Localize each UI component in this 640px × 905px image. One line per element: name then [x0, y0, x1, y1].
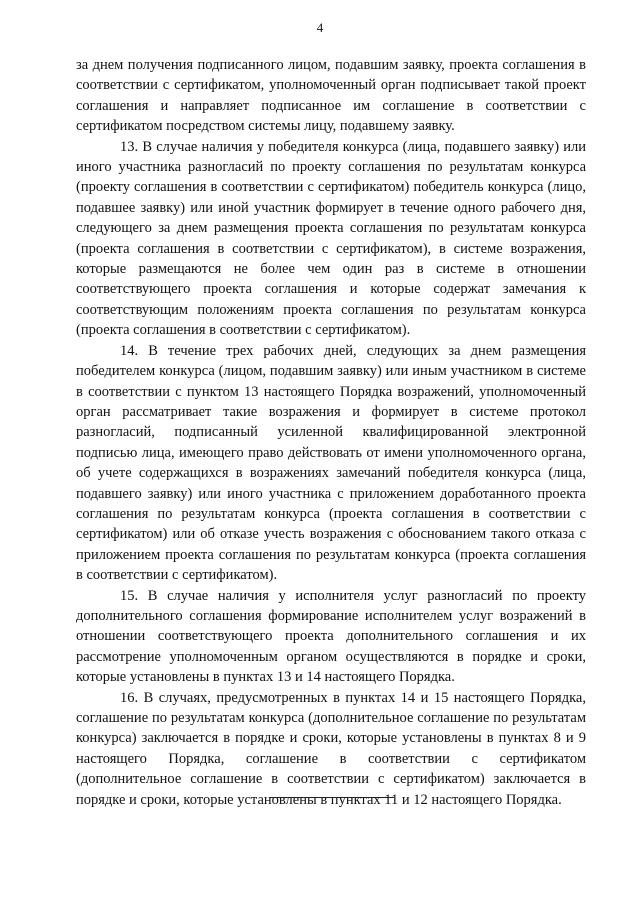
page-number: 4 — [316, 20, 324, 35]
paragraph-15: 15. В случае наличия у исполнителя услуг разногласий по проекту дополнительного соглашения формирование исполнителем услуг возражений в отношении соответствующего проекта дополнительного соглашения и их рассмотрение уполномоченным органом осуществляются в порядке и сроки, которые установлены в пунктах 13 и 14 настоящего Порядка. — [76, 587, 586, 686]
document-body — [76, 55, 586, 810]
paragraph-13: 13. В случае наличия у победителя конкурса (лица, подавшего заявку) или иного участника разногласий по проекту соглашения по результатам конкурса (проекту соглашения в соответствии с сертификатом) победитель конкурса (лицо, подавшее заявку) или иной участник формирует в течение одного рабочего дня, следующего за днем размещения проекта соглашения по результатам конкурса (проекта соглашения в соответствии с сертификатом), в системе возражения, которые размещаются не более чем один раз в системе в отношении соответствующего проекта соглашения и которые содержат замечания к соответствующим положениям проекта соглашения по результатам конкурса (проекта соглашения в соответствии с сертификатом). — [76, 138, 586, 339]
paragraph-14: 14. В течение трех рабочих дней, следующих за днем размещения победителем конкурса (лицом, подавшим заявку) или иным участником в системе в соответствии с пунктом 13 настоящего Порядка возражений, уполномоченный орган рассматривает такие возражения и формирует в системе протокол разногласий, подписанный усиленной квалифицированной электронной подписью лица, имеющего право действовать от имени уполномоченного органа, об учете содержащихся в возражениях замечаний победителя конкурса (лица, подавшего заявку) или иного участника с приложением доработанного проекта соглашения по результатам конкурса (проекта соглашения в соответствии с сертификатом) или об отказе учесть возражения с обоснованием такого отказа с приложением проекта соглашения по результатам конкурса (проекта соглашения в соответствии с сертификатом). — [76, 342, 586, 584]
end-of-document-rule — [270, 797, 394, 798]
paragraph-16: 16. В случаях, предусмотренных в пунктах 14 и 15 настоящего Порядка, соглашение по результатам конкурса (дополнительное соглашение по результатам конкурса) заключается в порядке и сроки, которые установлены в пунктах 8 и 9 настоящего Порядка, соглашение в соответствии с сертификатом (дополнительное соглашение в соответствии с сертификатом) заключается в порядке и сроки, которые установлены в пунктах 11 и 12 настоящего Порядка. — [76, 689, 586, 808]
paragraph-continuation: за днем получения подписанного лицом, подавшим заявку, проекта соглашения в соответствии с сертификатом, уполномоченный орган подписывает такой проект соглашения и направляет подписанное им соглашение в соответствии с сертификатом посредством системы лицу, подавшему заявку. — [76, 57, 586, 135]
